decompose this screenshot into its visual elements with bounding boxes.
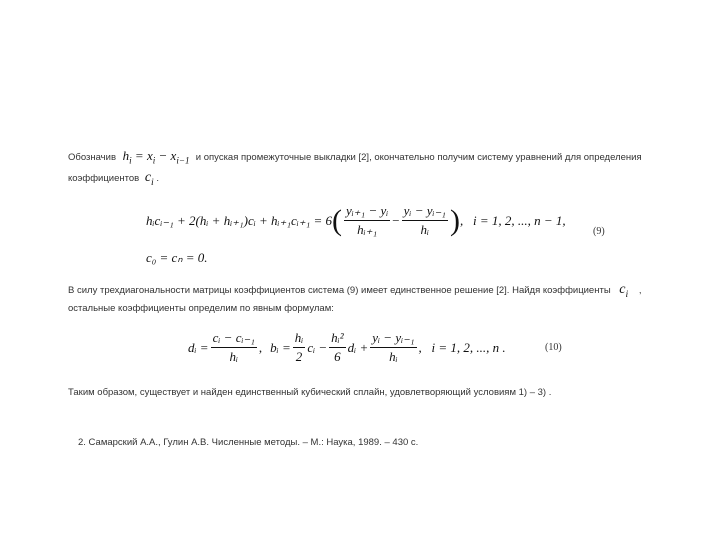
paragraph-1-prefix: Обозначив [68,152,116,163]
equation-9-minus: − [392,212,400,228]
paragraph-2-line1-end: , [638,285,642,296]
equation-10-b-fraction-1: $\frac{\text{hᵢ}}{2}$ [294,330,304,364]
equation-9-boundary: c₀ = cₙ = 0. [146,250,208,265]
equation-10-d-fraction: $\frac{\text{cᵢ − cᵢ₋₁}}{\text{hᵢ}}$ [212,330,255,364]
equation-10-range: , i = 1, 2, ..., n . [418,339,506,355]
paragraph-3: Таким образом, существует и найден единственный кубический сплайн, удовлетворяющий условиям 1) – 3) . [68,387,552,398]
paragraph-2-text: В силу трехдиагональности матрицы коэффициентов система (9) имеет единственное решение [2]. Найдя коэффициенты [68,285,611,296]
equation-10-b-fraction-3: $\frac{\text{yᵢ − yᵢ₋₁}}{\text{hᵢ}}$ [372,330,415,364]
inline-formula-c-i: $c_i$ [619,282,629,300]
equation-9 [146,203,566,238]
equation-10-number: (10) [545,342,562,353]
equation-9-close-paren: ) [449,203,460,237]
equation-10: dᵢ = $\frac{\text{cᵢ − cᵢ₋₁}}{\text{hᵢ}}$ , bᵢ = $\frac{\text{hᵢ}}{2}$ cᵢ − $\frac{\text{hᵢ²}}{6}$ dᵢ + $\frac{\text{yᵢ − yᵢ₋₁}}{\text{hᵢ}}$ , i = 1, 2, ..., n . [188,330,506,364]
equation-10-b-lhs: bᵢ = [270,339,291,355]
equation-10-b-fraction-2: $\frac{\text{hᵢ²}}{6}$ [331,330,344,364]
reference-2: 2. Самарский А.А., Гулин А.В. Численные методы. – М.: Наука, 1989. – 430 с. [78,437,419,448]
equation-9-lhs: hᵢcᵢ₋₁ + 2(hᵢ + hᵢ₊₁)cᵢ + hᵢ₊₁cᵢ₊₁ = 6 [146,212,332,228]
paragraph-1-line-2 [68,170,159,186]
equation-10-d-lhs: dᵢ = [188,339,209,355]
inline-formula-c: $c_i$ [144,170,154,188]
equation-9-fraction-2: $\frac{\text{yᵢ − yᵢ₋₁}}{\text{hᵢ}}$ [403,203,446,237]
paragraph-1-line2-suffix: . [156,173,160,184]
inline-formula-h: $h_i = x_i - x_{i-1}$ [122,148,190,166]
paragraph-1-line-1 [68,148,642,164]
paragraph-2-line-2: остальные коэффициенты определим по явным формулам: [68,303,334,314]
equation-9-number: (9) [593,226,605,237]
equation-9-fraction-1: $\frac{\text{yᵢ₊₁ − yᵢ}}{\text{hᵢ₊₁}}$ [345,203,389,237]
paragraph-1-line2-prefix: коэффициентов [68,173,140,184]
paragraph-2-line-1 [68,282,642,298]
equation-9-range: , i = 1, 2, ..., n − 1, [459,212,566,228]
equation-9-open-paren: ( [331,203,342,237]
paragraph-1-suffix: и опуская промежуточные выкладки [2], окончательно получим систему уравнений для определения [195,152,642,163]
